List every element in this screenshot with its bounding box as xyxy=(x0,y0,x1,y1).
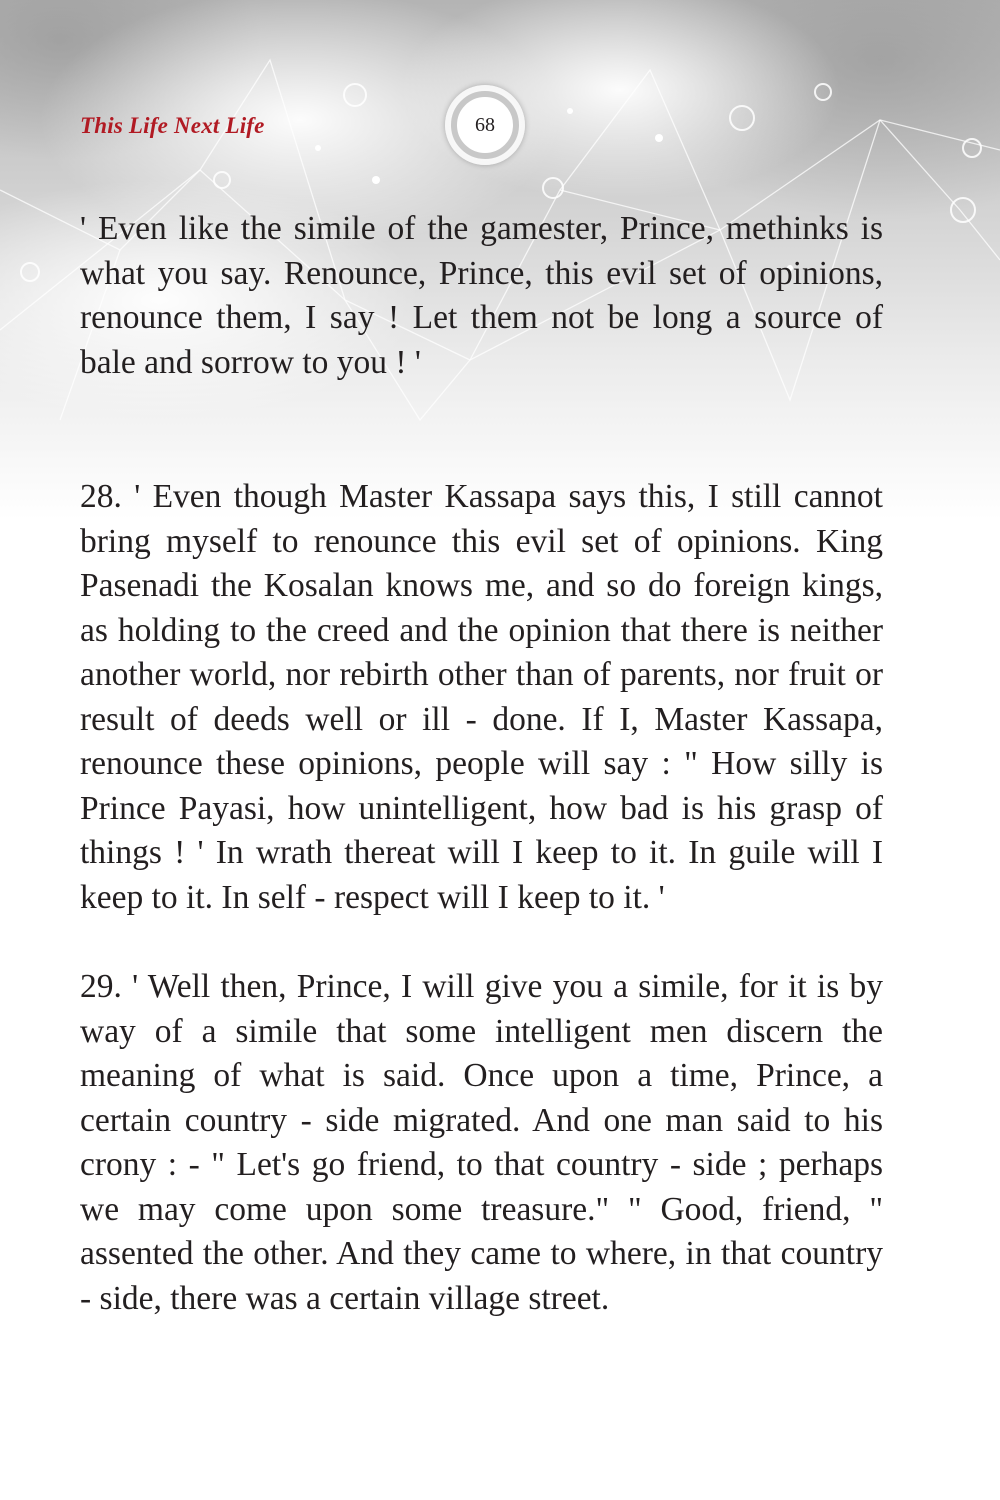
paragraph-continuation: ' Even like the simile of the gamester, Prince, methinks is what you say. Renounce, Prince, this evil set of opinions, renounce them, I say ! Let them not be long a source of bale and sorrow to you ! ' xyxy=(80,210,883,381)
running-title: This Life Next Life xyxy=(80,113,265,138)
paragraph-29: 29. ' Well then, Prince, I will give you a simile, for it is by way of a simile that some intelligent men discern the meaning of what is said. Once upon a time, Prince, a certain country - side migrated. And one man said to his crony : - " Let's go friend, to that country - side ; perhaps we may come upon some treasure." " Good, friend, " assented the other. And they came to where, in that country - side, there was a certain village street. xyxy=(80,968,883,1317)
page-header xyxy=(0,0,1000,180)
page-number: 68 xyxy=(475,114,495,136)
body-text xyxy=(80,207,883,1321)
paragraph-28: 28. ' Even though Master Kassapa says this, I still cannot bring myself to renounce this evil set of opinions. King Pasenadi the Kosalan knows me, and so do foreign kings, as holding to the creed and the opinion that there is neither another world, nor rebirth other than of parents, nor fruit or result of deeds well or ill - done. If I, Master Kassapa, renounce these opinions, people will say : " How silly is Prince Payasi, how unintelligent, how bad is his grasp of things ! ' In wrath thereat will I keep to it. In guile will I keep to it. In self - respect will I keep to it. ' xyxy=(80,478,883,916)
page-number-badge xyxy=(445,85,525,165)
